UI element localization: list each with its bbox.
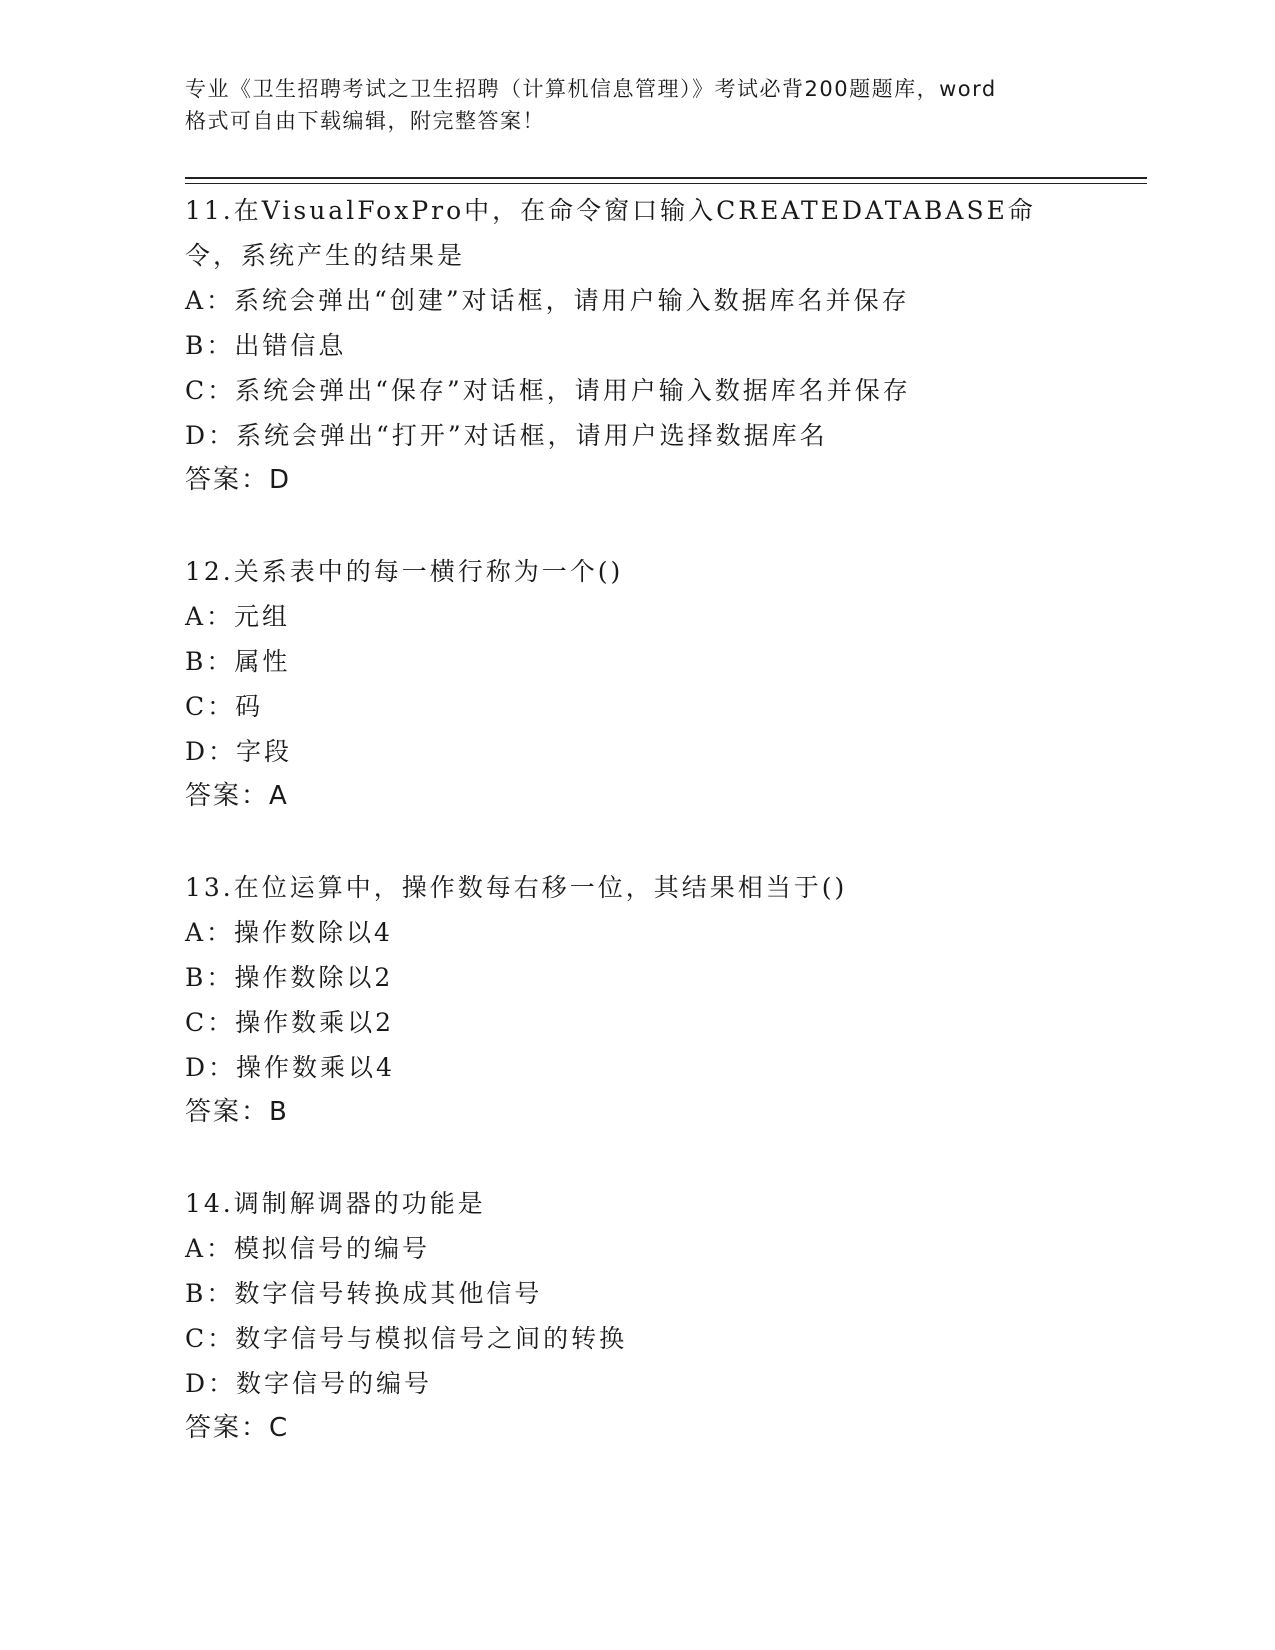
question-13 xyxy=(185,865,1135,1135)
header-divider-thin xyxy=(185,183,1147,184)
header-divider-thick xyxy=(185,177,1147,179)
answer: 答案：D xyxy=(185,465,292,495)
question-stem: 13.在位运算中，操作数每右移一位，其结果相当于() xyxy=(185,873,848,902)
question-12 xyxy=(185,549,1135,819)
option-c: C：码 xyxy=(185,692,264,721)
question-stem: 12.关系表中的每一横行称为一个() xyxy=(185,557,624,586)
answer: 答案：C xyxy=(185,1413,290,1443)
question-11 xyxy=(185,188,1135,503)
option-b: B：操作数除以2 xyxy=(185,963,394,992)
option-a: A：模拟信号的编号 xyxy=(185,1234,431,1263)
option-d: D：字段 xyxy=(185,737,293,766)
option-a: A：操作数除以4 xyxy=(185,918,393,947)
question-stem: 14.调制解调器的功能是 xyxy=(185,1189,486,1218)
header-line-2: 格式可自由下载编辑，附完整答案！ xyxy=(185,109,545,133)
question-14 xyxy=(185,1181,1135,1451)
question-stem: 11.在VisualFoxPro中，在命令窗口输入CREATEDATABASE命令，系统产生的结果是 xyxy=(185,196,1036,270)
option-d: D：系统会弹出“打开”对话框，请用户选择数据库名 xyxy=(185,421,828,450)
option-b: B：出错信息 xyxy=(185,331,347,360)
option-b: B：属性 xyxy=(185,647,291,676)
question-list xyxy=(185,188,1135,1497)
answer: 答案：B xyxy=(185,1097,289,1127)
option-a: A：系统会弹出“创建”对话框，请用户输入数据库名并保存 xyxy=(185,286,910,315)
option-c: C：系统会弹出“保存”对话框，请用户输入数据库名并保存 xyxy=(185,376,911,405)
option-c: C：数字信号与模拟信号之间的转换 xyxy=(185,1324,628,1353)
header-line-1: 专业《卫生招聘考试之卫生招聘（计算机信息管理）》考试必背200题题库，word xyxy=(185,77,997,101)
option-d: D：数字信号的编号 xyxy=(185,1369,433,1398)
option-d: D：操作数乘以4 xyxy=(185,1053,395,1082)
document-header xyxy=(185,73,1085,137)
answer: 答案：A xyxy=(185,781,289,811)
option-a: A：元组 xyxy=(185,602,291,631)
option-c: C：操作数乘以2 xyxy=(185,1008,395,1037)
option-b: B：数字信号转换成其他信号 xyxy=(185,1279,543,1308)
